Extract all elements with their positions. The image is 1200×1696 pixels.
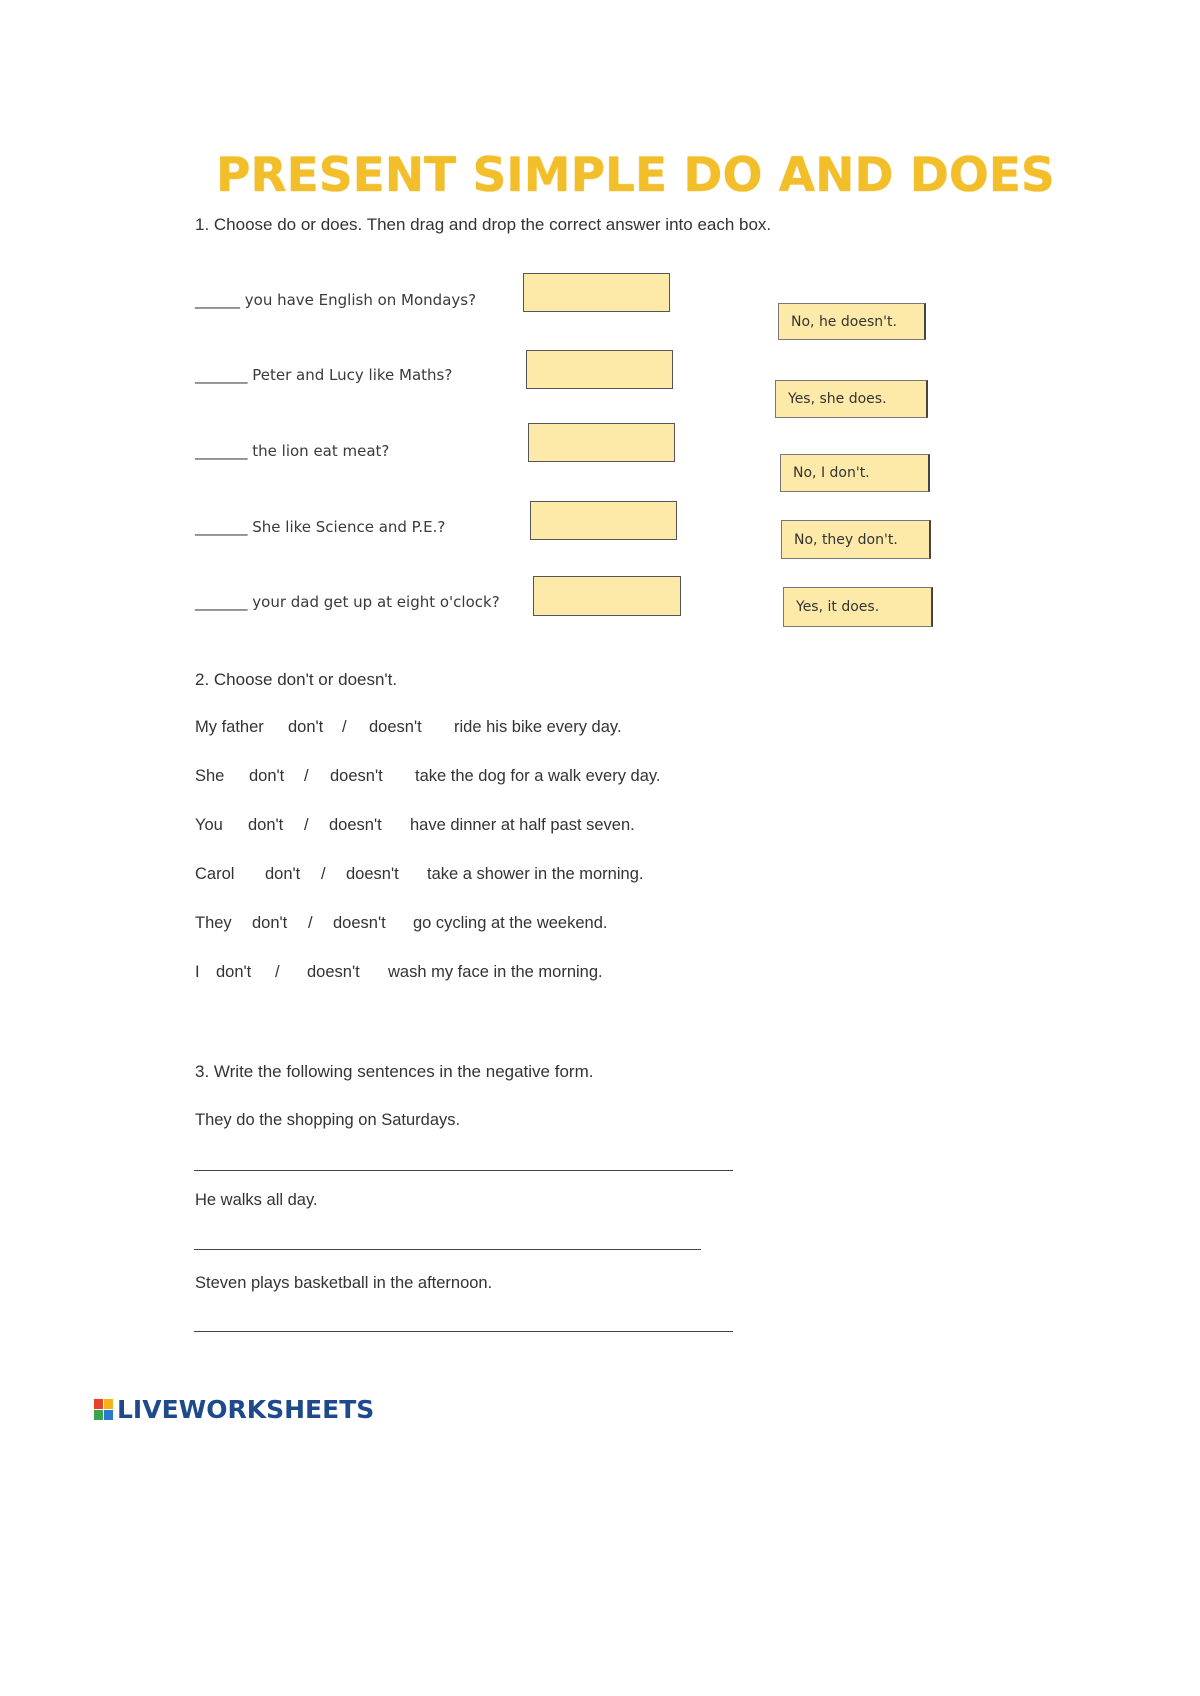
- s2-sentence-3: [195, 816, 795, 838]
- answer-tile-4[interactable]: No, they don't.: [781, 520, 931, 559]
- option-doesnt[interactable]: doesn't: [330, 767, 383, 785]
- question-5: _______ your dad get up at eight o'clock?: [195, 593, 500, 611]
- liveworksheets-logo-icon: [94, 1399, 114, 1421]
- separator: /: [275, 963, 280, 981]
- option-doesnt[interactable]: doesn't: [329, 816, 382, 834]
- option-doesnt[interactable]: doesn't: [333, 914, 386, 932]
- option-dont[interactable]: don't: [252, 914, 288, 932]
- s3-sentence-1: They do the shopping on Saturdays.: [195, 1111, 461, 1129]
- answer-line-3[interactable]: [194, 1331, 733, 1332]
- separator: /: [321, 865, 326, 883]
- question-3: _______ the lion eat meat?: [195, 442, 390, 460]
- subject: My father: [195, 718, 264, 736]
- sentence-rest: have dinner at half past seven.: [410, 816, 635, 834]
- s2-sentence-4: [195, 865, 795, 887]
- s3-sentence-2: He walks all day.: [195, 1191, 318, 1209]
- drop-box-5[interactable]: [533, 576, 681, 616]
- separator: /: [308, 914, 313, 932]
- drop-box-3[interactable]: [528, 423, 675, 462]
- subject: Carol: [195, 865, 235, 883]
- separator: /: [304, 816, 309, 834]
- sentence-rest: wash my face in the morning.: [388, 963, 603, 981]
- s3-sentence-3: Steven plays basketball in the afternoon.: [195, 1274, 493, 1292]
- answer-line-2[interactable]: [194, 1249, 701, 1250]
- sentence-rest: go cycling at the weekend.: [413, 914, 608, 932]
- s2-sentence-2: [195, 767, 795, 789]
- answer-tile-3[interactable]: No, I don't.: [780, 454, 930, 492]
- subject: They: [195, 914, 232, 932]
- sentence-rest: take the dog for a walk every day.: [415, 767, 661, 785]
- page-title: PRESENT SIMPLE DO AND DOES: [216, 148, 1055, 203]
- drop-box-1[interactable]: [523, 273, 670, 312]
- option-doesnt[interactable]: doesn't: [307, 963, 360, 981]
- s2-sentence-6: [195, 963, 795, 985]
- subject: I: [195, 963, 200, 981]
- option-dont[interactable]: don't: [248, 816, 284, 834]
- answer-line-1[interactable]: [194, 1170, 733, 1171]
- subject: You: [195, 816, 223, 834]
- question-1: ______ you have English on Mondays?: [195, 291, 477, 309]
- section1-instruction: 1. Choose do or does. Then drag and drop the correct answer into each box.: [195, 215, 772, 234]
- answer-tile-2[interactable]: Yes, she does.: [775, 380, 928, 418]
- sentence-rest: ride his bike every day.: [454, 718, 622, 736]
- option-dont[interactable]: don't: [216, 963, 252, 981]
- drop-box-4[interactable]: [530, 501, 677, 540]
- question-2: _______ Peter and Lucy like Maths?: [195, 366, 453, 384]
- drop-box-2[interactable]: [526, 350, 673, 389]
- question-4: _______ She like Science and P.E.?: [195, 518, 446, 536]
- section3-instruction: 3. Write the following sentences in the negative form.: [195, 1062, 594, 1081]
- s2-sentence-1: [195, 718, 795, 740]
- separator: /: [304, 767, 309, 785]
- option-doesnt[interactable]: doesn't: [346, 865, 399, 883]
- option-dont[interactable]: don't: [265, 865, 301, 883]
- answer-tile-1[interactable]: No, he doesn't.: [778, 303, 926, 340]
- separator: /: [342, 718, 347, 736]
- answer-tile-5[interactable]: Yes, it does.: [783, 587, 933, 627]
- subject: She: [195, 767, 225, 785]
- s2-sentence-5: [195, 914, 795, 936]
- liveworksheets-logo-text: LIVEWORKSHEETS: [117, 1395, 375, 1424]
- option-dont[interactable]: don't: [288, 718, 324, 736]
- option-dont[interactable]: don't: [249, 767, 285, 785]
- option-doesnt[interactable]: doesn't: [369, 718, 422, 736]
- sentence-rest: take a shower in the morning.: [427, 865, 644, 883]
- section2-instruction: 2. Choose don't or doesn't.: [195, 670, 398, 689]
